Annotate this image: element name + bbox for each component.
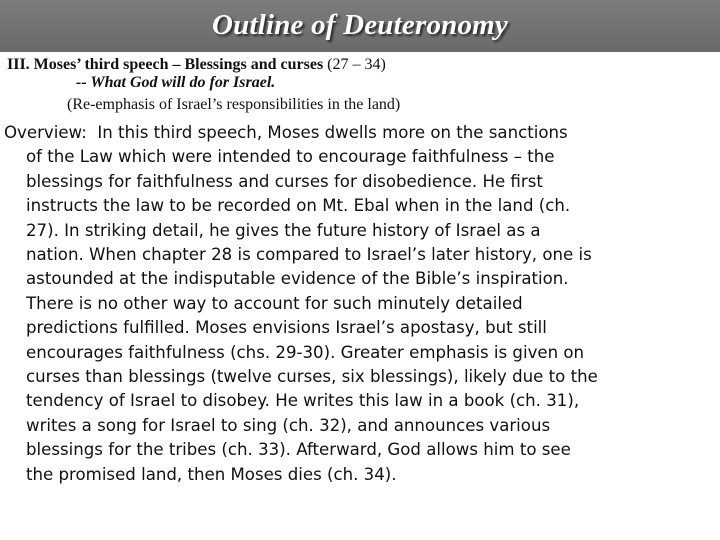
overview-line: There is no other way to account for such minutely detailed [26,293,523,313]
overview-text: In this third speech, Moses dwells more on the sanctions [97,123,568,142]
overview-line: 27). In striking detail, he gives the future history of Israel as a [26,220,541,240]
title-bar [0,0,720,52]
overview-line: encourages faithfulness (chs. 29-30). Greater emphasis is given on [26,342,585,362]
overview-line: blessings for the tribes (ch. 33). Afterward, God allows him to see [26,440,571,460]
overview-line: tendency of Israel to disobey. He writes this law in a book (ch. 31), [26,391,580,411]
overview-line: instructs the law to be recorded on Mt. Ebal when in the land (ch. [26,196,571,216]
overview-line: curses than blessings (twelve curses, six blessings), likely due to the [26,367,598,387]
overview-line: nation. When chapter 28 is compared to Israel’s later history, one is [26,245,592,265]
section-note: (Re-emphasis of Israel’s responsibilities in the land) [67,96,401,113]
section-heading [7,56,386,74]
overview-line [4,121,716,145]
overview-label: Overview: [4,123,87,142]
page-title: Outline of Deuteronomy [211,9,508,41]
overview-line: of the Law which were intended to encourage faithfulness – the [26,147,555,167]
overview-line: astounded at the indisputable evidence of the Bible’s inspiration. [26,269,569,289]
overview-line: writes a song for Israel to sing (ch. 32), and announces various [26,415,551,435]
section-heading-label: III. Moses’ third speech – Blessings and curses [7,56,324,73]
overview-line: the promised land, then Moses dies (ch. 34). [26,464,397,484]
overview-paragraph [4,121,716,487]
section-heading-range: (27 – 34) [327,56,386,73]
section-subheading: -- What God will do for Israel. [76,74,276,91]
overview-line: predictions fulfilled. Moses envisions Israel’s apostasy, but still [26,318,547,338]
overview-line: blessings for faithfulness and curses for disobedience. He first [26,171,543,191]
